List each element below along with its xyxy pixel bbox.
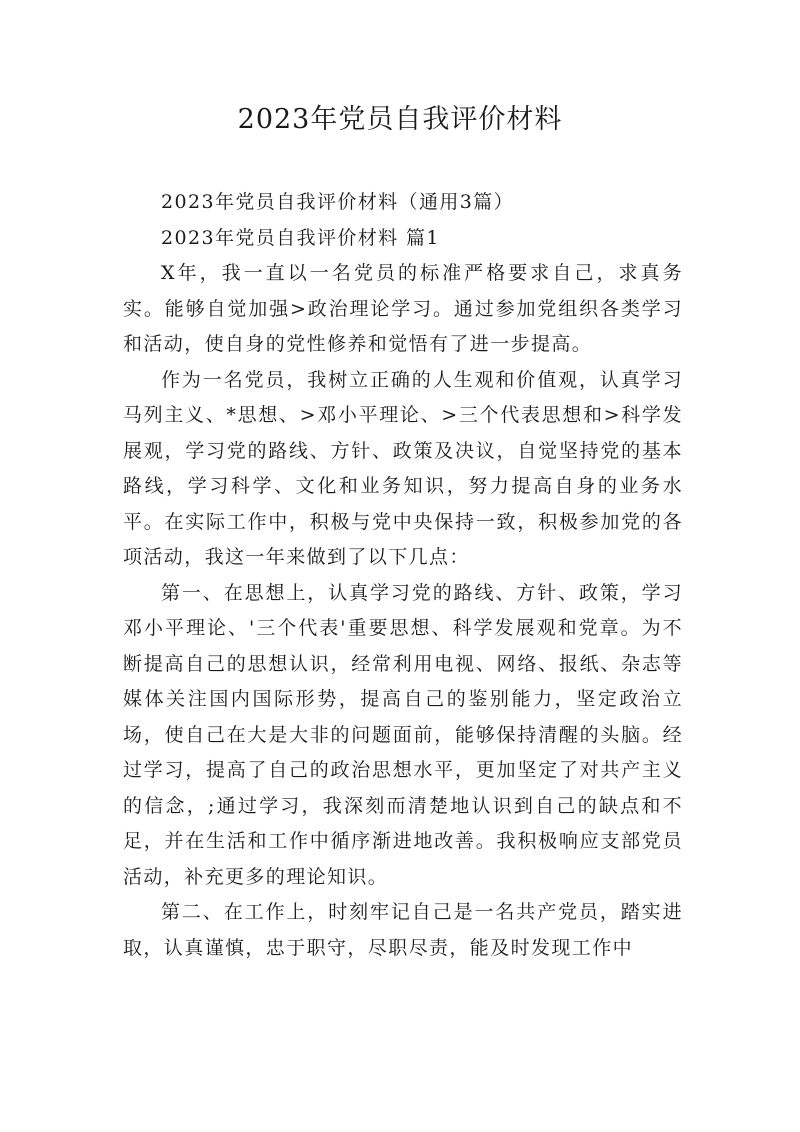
body-paragraph: 第二、在工作上，时刻牢记自己是一名共产党员，踏实进取，认真谨慎，忠于职守，尽职尽责，能及时发现工作中	[123, 901, 683, 959]
section-heading: 2023年党员自我评价材料 篇1	[161, 226, 440, 249]
document-body	[123, 185, 683, 966]
subtitle-paragraph: 2023年党员自我评价材料（通用3篇）	[161, 191, 515, 213]
document-title: 2023年党员自我评价材料	[237, 104, 563, 135]
body-paragraph: 第一、在思想上，认真学习党的路线、方针、政策，学习邓小平理论、'三个代表'重要思想、科学发展观和党章。为不断提高自己的思想认识，经常利用电视、网络、报纸、杂志等媒体关注国内国际形势，提高自己的鉴别能力，坚定政治立场，使自己在大是大非的问题面前，能够保持清醒的头脑。经过学习，提高了自己的政治思想水平，更加坚定了对共产主义的信念，;通过学习，我深刻而清楚地认识到自己的缺点和不足，并在生活和工作中循序渐进地改善。我积极响应支部党员活动，补充更多的理论知识。	[123, 581, 683, 888]
body-paragraph: 作为一名党员，我树立正确的人生观和价值观，认真学习马列主义、*思想、>邓小平理论、>三个代表思想和>科学发展观，学习党的路线、方针、政策及决议，自觉坚持党的基本路线，学习科学、文化和业务知识，努力提高自身的业务水平。在实际工作中，积极与党中央保持一致，积极参加党的各项活动，我这一年来做到了以下几点：	[123, 368, 683, 568]
body-paragraph: X年，我一直以一名党员的标准严格要求自己，求真务实。能够自觉加强>政治理论学习。通过参加党组织各类学习和活动，使自身的党性修养和觉悟有了进一步提高。	[123, 262, 683, 355]
